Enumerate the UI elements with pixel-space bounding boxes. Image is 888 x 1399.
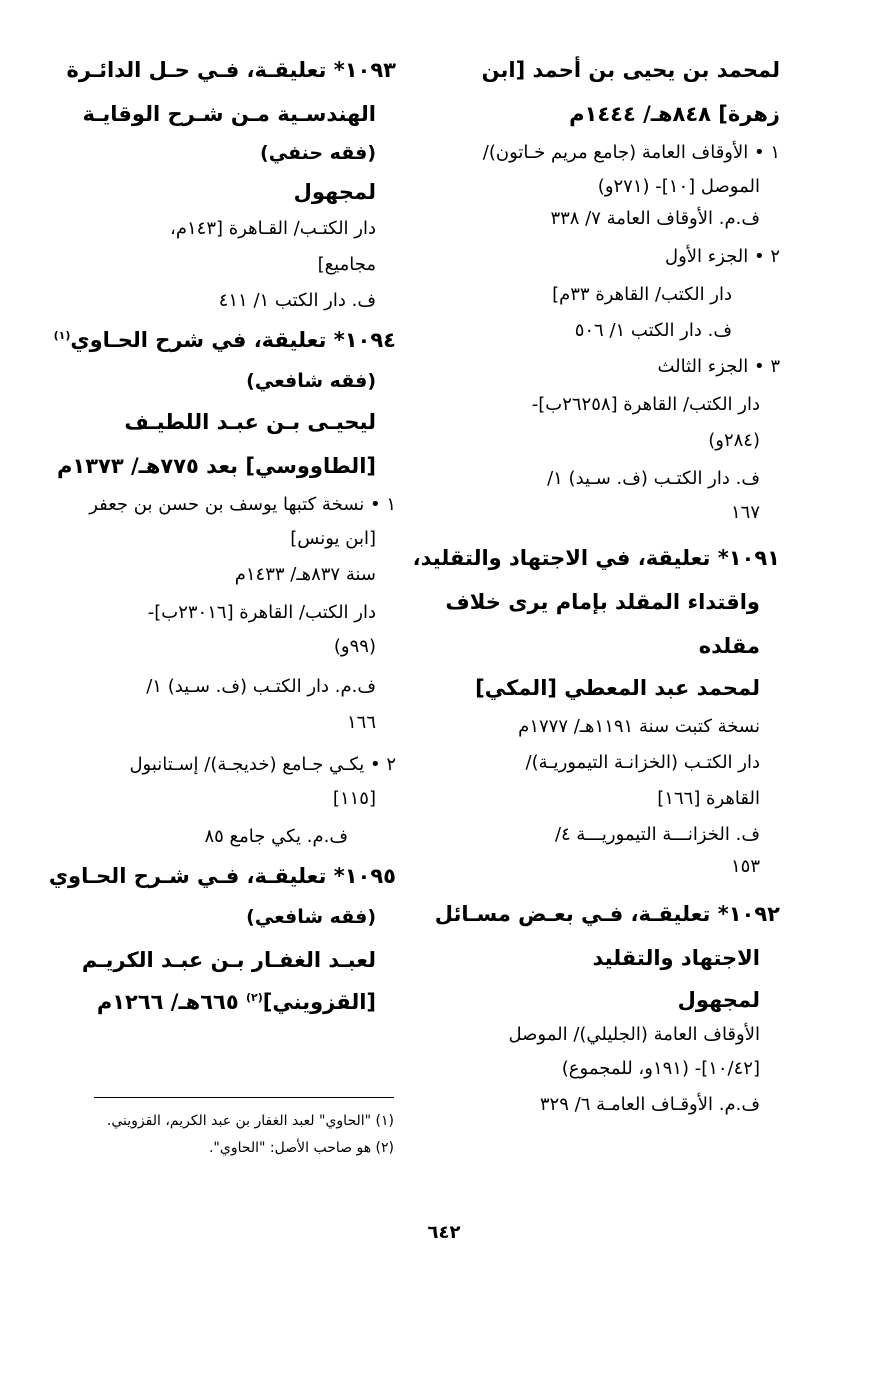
list-item-line: دار الكتب/ القاهرة [٢٣٠١٦ب]- <box>147 602 376 623</box>
list-item-line: (٢٨٤و) <box>708 430 760 451</box>
entry-subject: (فقه شافعي) <box>246 370 376 392</box>
list-item-line: ف.م. يكي جامع ٨٥ <box>204 826 348 847</box>
entry-author <box>50 990 396 1030</box>
list-item-line: سنة ٨٣٧هـ/ ١٤٣٣م <box>234 564 376 585</box>
list-item-line: ف. دار الكتب ١/ ٥٠٦ <box>574 320 732 341</box>
entry-title: واقتداء المقلد بإمام يرى خلاف <box>445 590 760 614</box>
entry-line: مجاميع] <box>317 254 376 275</box>
list-item-line: ١٦٦ <box>346 712 376 733</box>
entry-line: دار الكتـب (الخزانـة التيموريـة)/ <box>525 752 760 773</box>
list-item-line: ف.م. الأوقاف العامة ٧/ ٣٣٨ <box>550 208 760 229</box>
list-item-line: ٢ • يكـي جـامع (خديجـة)/ إسـتانبول <box>129 754 396 775</box>
list-item-line: ف.م. دار الكتـب (ف. سـيد) ١/ <box>146 676 376 697</box>
list-item-line: (٩٩و) <box>333 636 376 657</box>
footnote-marker: (٢) <box>246 991 263 1004</box>
entry-title <box>50 328 396 370</box>
list-item-line: الموصل [١٠]- (٢٧١و) <box>597 176 760 197</box>
footnote-divider <box>94 1097 394 1098</box>
entry-subject: (فقه شافعي) <box>246 906 376 928</box>
entry-title: ١٠٩١* تعليقة، في الاجتهاد والتقليد، <box>412 546 780 570</box>
list-item-line: ٢ • الجزء الأول <box>665 246 780 267</box>
entry-title: الاجتهاد والتقليد <box>592 946 760 970</box>
entry-author-line2: زهرة] ٨٤٨هـ/ ١٤٤٤م <box>569 102 780 126</box>
list-item-line: ف. دار الكتـب (ف. سـيد) ١/ <box>547 468 760 489</box>
entry-line: القاهرة [١٦٦] <box>657 788 760 809</box>
entry-title: مقلده <box>698 634 760 658</box>
footnote-1: (١) "الحاوي" لعبد الغفار بن عبد الكريم، القزويني. <box>106 1113 394 1129</box>
entry-author: لعبـد الغفـار بـن عبـد الكريـم <box>81 948 376 972</box>
entry-line: نسخة كتبت سنة ١١٩١هـ/ ١٧٧٧م <box>518 716 760 737</box>
entry-line: ١٥٣ <box>730 856 760 877</box>
entry-title-text: ١٠٩٤* تعليقة، في شرح الحـاوي <box>70 328 396 352</box>
entry-author-line1: لمحمد بن يحيى بن أحمد [ابن <box>481 58 780 82</box>
right-column <box>412 58 780 1128</box>
list-item-line: دار الكتب/ القاهرة ٣٣م] <box>552 284 732 305</box>
list-item-line: ١ • الأوقاف العامة (جامع مريم خـاتون)/ <box>482 142 780 163</box>
entry-author: لمجهول <box>293 180 376 204</box>
entry-line: ف.م. الأوقـاف العامـة ٦/ ٣٢٩ <box>539 1094 760 1115</box>
list-item-line: ١ • نسخة كتبها يوسف بن حسن بن جعفر <box>89 494 396 515</box>
entry-author-text: [القزويني] <box>262 990 376 1014</box>
entry-author: لمحمد عبد المعطي [المكي] <box>475 676 760 700</box>
list-item-line: [١١٥] <box>332 788 376 809</box>
entry-title: ١٠٩٢* تعليقـة، فـي بعـض مسـائل <box>434 902 780 926</box>
left-column <box>50 58 396 1030</box>
entry-title: ١٠٩٥* تعليقـة، فـي شـرح الحـاوي <box>48 864 396 888</box>
entry-line: الأوقاف العامة (الجليلي)/ الموصل <box>508 1024 760 1045</box>
list-item-line: ٣ • الجزء الثالث <box>657 356 780 377</box>
entry-line: ف. دار الكتب ١/ ٤١١ <box>218 290 376 311</box>
entry-title: الهندسـية مـن شـرح الوقايـة <box>82 102 376 126</box>
footnote-marker: (١) <box>53 329 71 342</box>
entry-author: لمجهول <box>677 988 760 1012</box>
footnotes <box>54 1108 394 1161</box>
footnote-2: (٢) هو صاحب الأصل: "الحاوي". <box>208 1139 394 1156</box>
entry-line: ف. الخزانـــة التيموريـــة ٤/ <box>554 824 760 845</box>
entry-author: [الطاووسي] بعد ٧٧٥هـ/ ١٣٧٣م <box>57 454 376 478</box>
entry-line: دار الكتـب/ القـاهرة [١٤٣م، <box>170 218 376 239</box>
entry-line: [١٠/٤٢]- (١٩١و، للمجموع) <box>561 1058 760 1079</box>
entry-subject: (فقه حنفي) <box>260 142 376 164</box>
entry-author-date: ٦٦٥هـ/ ١٢٦٦م <box>96 990 246 1014</box>
list-item-line: ١٦٧ <box>730 502 760 523</box>
entry-title: ١٠٩٣* تعليقـة، فـي حـل الدائـرة <box>66 58 396 82</box>
list-item-line: دار الكتب/ القاهرة [٢٦٢٥٨ب]- <box>531 394 760 415</box>
list-item-line: [ابن يونس] <box>290 528 376 549</box>
entry-author: ليحيـى بـن عبـد اللطيـف <box>124 410 376 434</box>
page-number: ٦٤٢ <box>427 1222 461 1243</box>
